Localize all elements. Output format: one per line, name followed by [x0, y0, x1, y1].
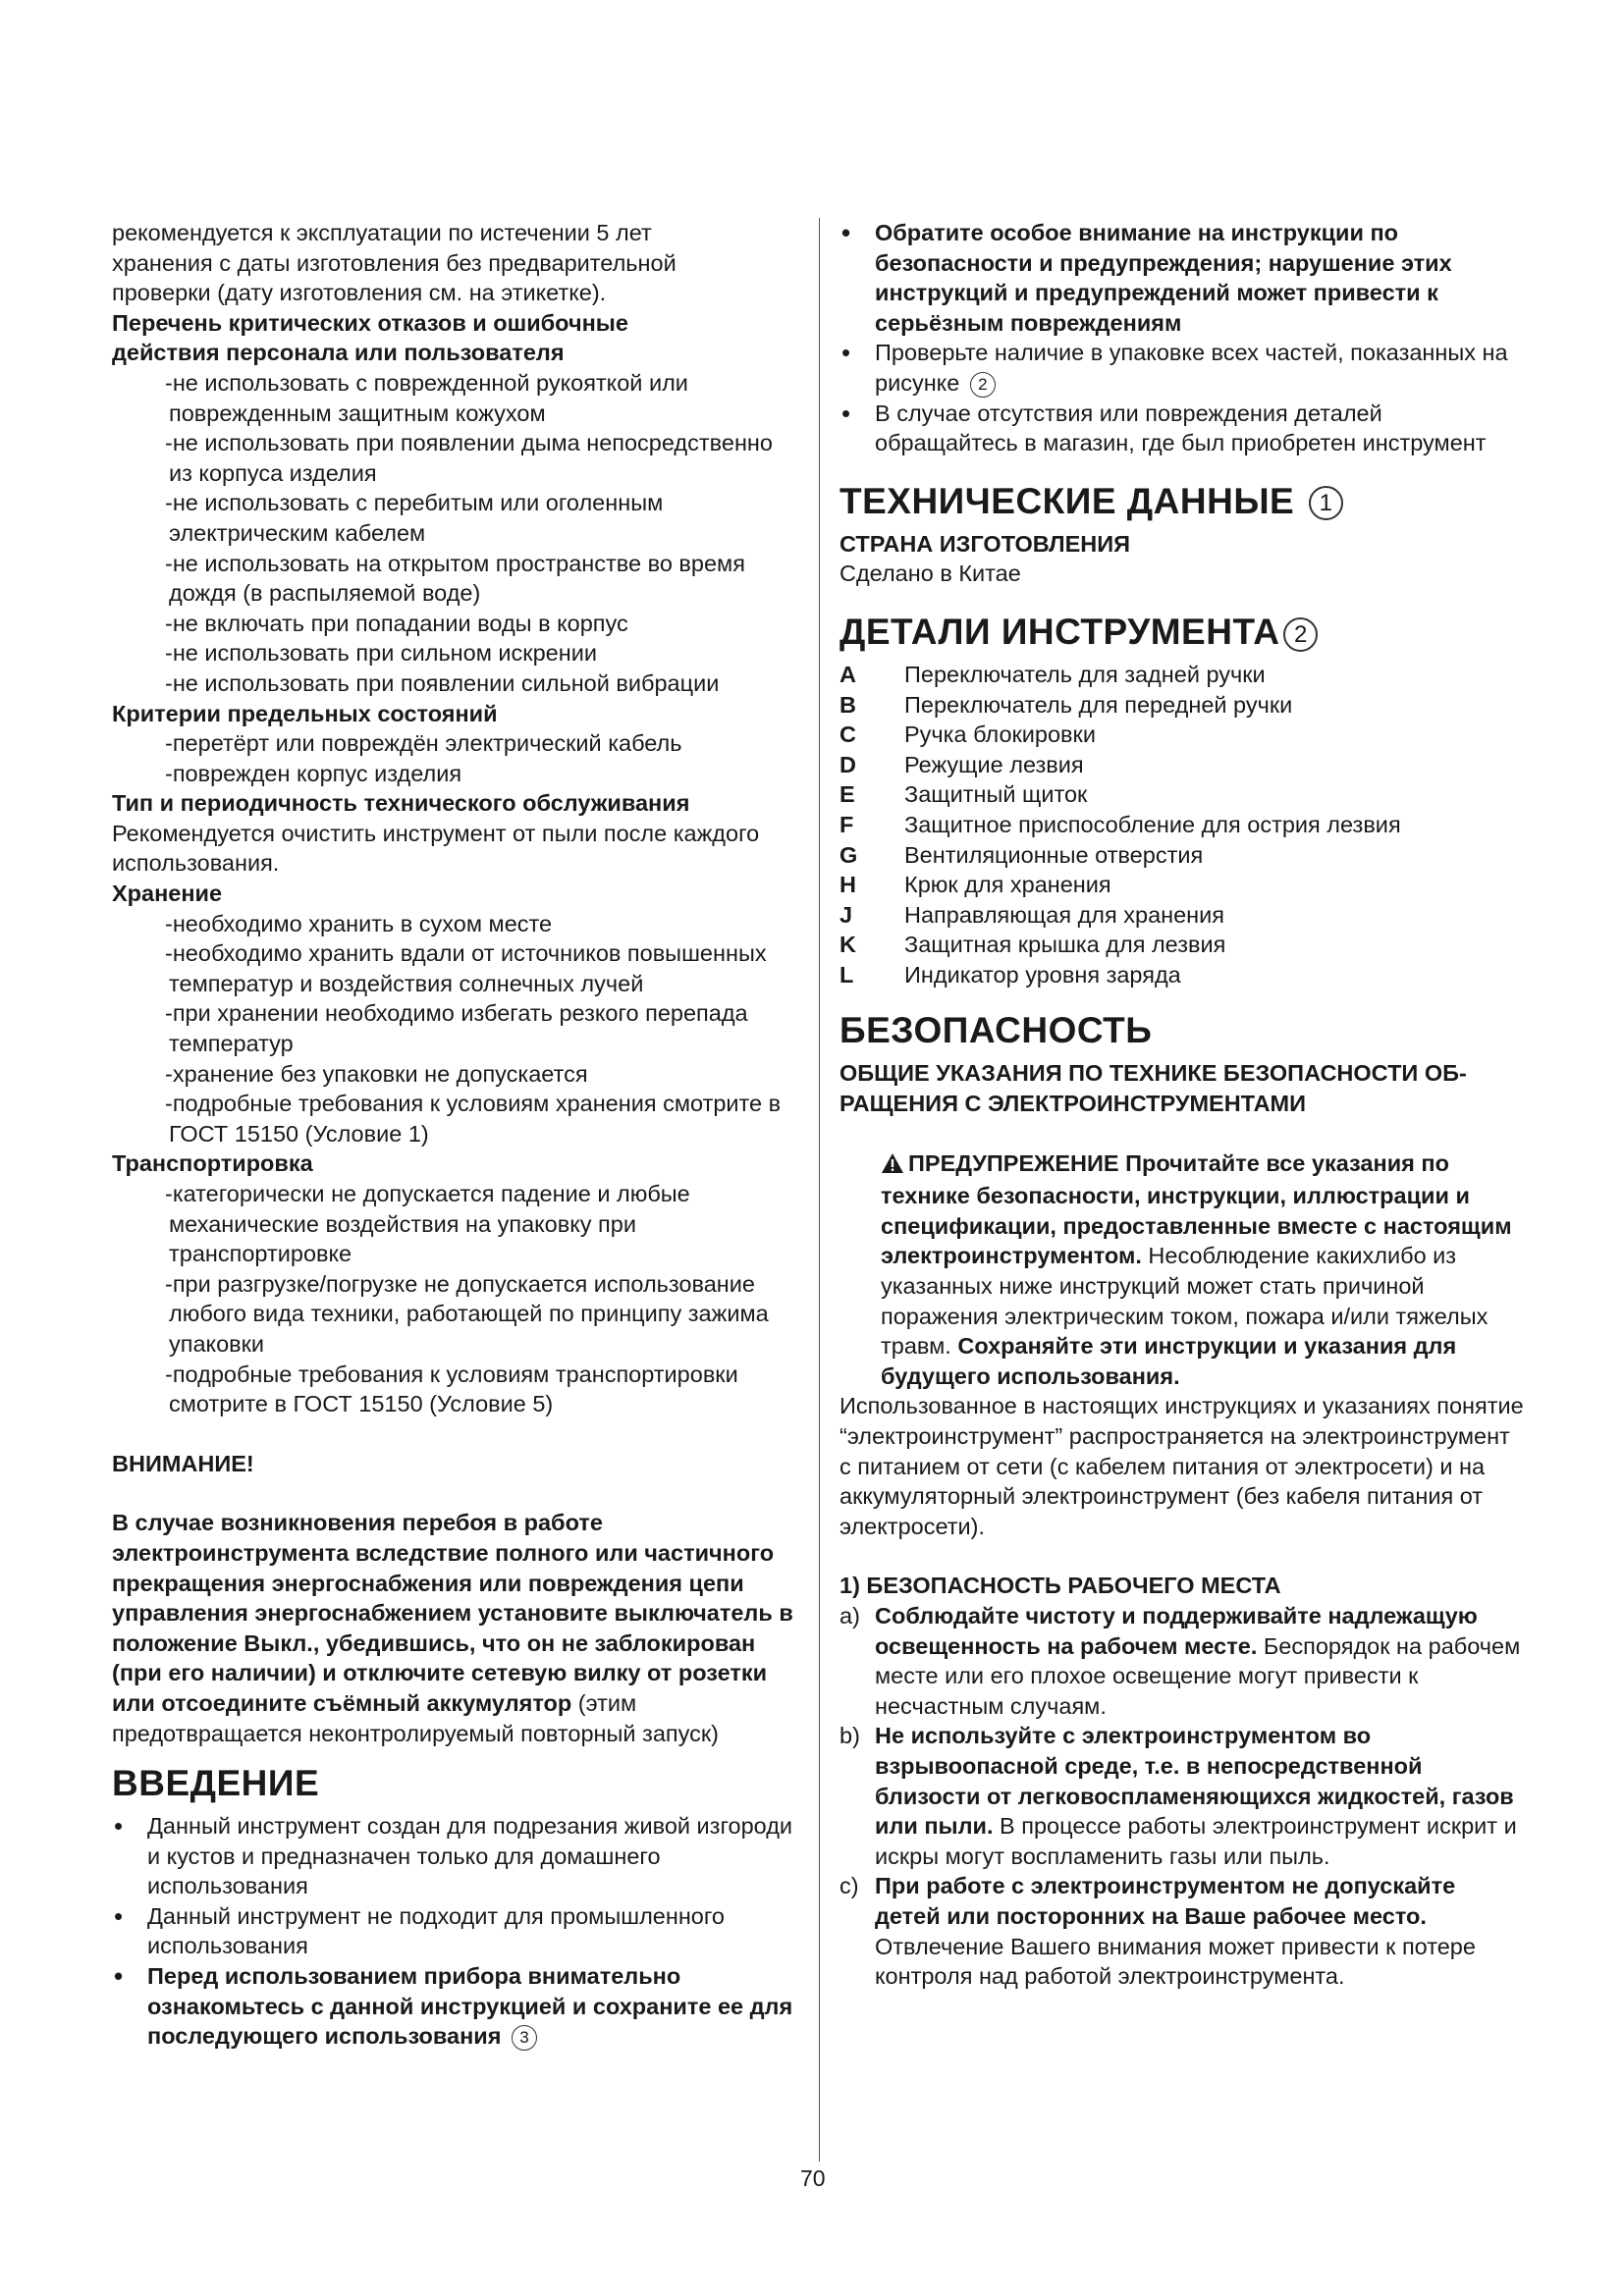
maintenance-text: Рекомендуется очистить инструмент от пыли после каждого использования.: [112, 820, 760, 877]
item-letter: c): [839, 1873, 859, 1899]
check-bullet: [839, 338, 1527, 398]
page-number: 70: [800, 2165, 826, 2191]
tech-data-title-text: ТЕХНИЧЕСКИЕ ДАННЫЕ: [839, 480, 1295, 521]
part-text: Индикатор уровня заряда: [904, 961, 1181, 988]
part-text: Вентиляционные отверстия: [904, 841, 1204, 868]
part-text: Направляющая для хранения: [904, 901, 1225, 928]
failure-item: -не включать при попадании воды в корпус: [165, 610, 628, 636]
workplace-item: [839, 1721, 1527, 1871]
part-row: [839, 779, 1527, 810]
left-column: [112, 218, 799, 2052]
figure-ref-2: 2: [970, 372, 996, 398]
intro-line: проверки (дату изготовления см. на этикетке).: [112, 280, 607, 306]
figure-ref-3: 3: [512, 2025, 537, 2051]
part-row: [839, 660, 1527, 690]
country-value: Сделано в Китае: [839, 561, 1021, 587]
storage-item: -при хранении необходимо избегать резкого перепада температур: [165, 1000, 748, 1057]
warning-definition: Использованное в настоящих инструкциях и указаниях понятие “электроинструмент” распространяется на электроинструмент с питанием от сети (с кабелем питания от электросети) и на аккумуляторный электроинструмент (без кабеля питания от электросети).: [839, 1393, 1524, 1539]
right-column: [839, 218, 1527, 1992]
missing-bullet: [839, 399, 1527, 458]
limit-item: -поврежден корпус изделия: [165, 760, 462, 786]
figure-ref-2: 2: [1283, 617, 1318, 652]
failures-heading: действия персонала или пользователя: [112, 340, 565, 366]
warning-normal: Несоблюдение какихлибо из указанных ниже инструкций может стать причиной поражения электрическим током, пожара и/или тяжелых травм.: [881, 1243, 1489, 1360]
item-normal: В процессе работы электроинструмент искрит и искры могут воспламенить газы или пыль.: [875, 1813, 1517, 1869]
item-normal: Отвлечение Вашего внимания может привести к потере контроля над работой электроинструмента.: [875, 1933, 1476, 1990]
storage-item: -необходимо хранить вдали от источников повышенных температур и воздействия солнечных лучей: [165, 940, 767, 996]
part-letter: H: [839, 872, 856, 898]
failure-item: -не использовать с поврежденной рукояткой или поврежденным защитным кожухом: [165, 369, 688, 426]
transport-item: -при разгрузке/погрузке не допускается использование любого вида техники, работающей по принципу зажима упаковки: [165, 1270, 769, 1357]
intro-bullet-text: Данный инструмент не подходит для промышленного использования: [147, 1902, 726, 1959]
part-letter: A: [839, 661, 856, 687]
intro-bullet: [112, 1901, 799, 1961]
part-text: Ручка блокировки: [904, 721, 1096, 748]
bullet-text: Проверьте наличие в упаковке всех частей, показанных на рисунке: [875, 340, 1508, 396]
failure-item: -не использовать с перебитым или оголенным электрическим кабелем: [165, 490, 664, 546]
figure-ref-1: 1: [1309, 486, 1343, 520]
part-letter: B: [839, 691, 856, 718]
limit-item: -перетёрт или повреждён электрический кабель: [165, 730, 682, 757]
warning-bold: Сохраняйте эти инструкции и указания для будущего использования.: [881, 1333, 1457, 1389]
failure-item: -не использовать при появлении дыма непосредственно из корпуса изделия: [165, 430, 773, 486]
intro-bullet-text: Данный инструмент создан для подрезания живой изгороди и кустов и предназначен только для домашнего использования: [147, 1813, 793, 1899]
safety-title: БЕЗОПАСНОСТЬ: [839, 1010, 1153, 1051]
bullet-text: Обратите особое внимание на инструкции по безопасности и предупреждения; нарушение этих инструкций и предупреждений может привести к серьёзным повреждениям: [875, 220, 1452, 336]
item-letter: a): [839, 1602, 860, 1629]
part-text: Защитная крышка для лезвия: [904, 932, 1226, 958]
part-text: Защитное приспособление для острия лезвия: [904, 811, 1401, 837]
column-divider: [819, 218, 820, 2162]
part-letter: K: [839, 932, 856, 958]
warning-bold: ПРЕДУПРЕЖЕНИЕ Прочитайте все указания по технике безопасности, инструкции, иллюстрации и спецификации, предоставленные вместе с настоящим электроинструментом.: [881, 1149, 1512, 1269]
intro-line: рекомендуется к эксплуатации по истечении 5 лет: [112, 220, 652, 245]
part-row: [839, 870, 1527, 900]
part-letter: L: [839, 961, 854, 988]
part-text: Переключатель для передней ручки: [904, 691, 1293, 718]
intro-line: хранения с даты изготовления без предварительной: [112, 249, 677, 276]
part-letter: G: [839, 841, 858, 868]
transport-heading: Транспортировка: [112, 1150, 313, 1177]
item-bold: При работе с электроинструментом не допускайте детей или посторонних на Ваше рабочее место.: [875, 1873, 1456, 1929]
item-letter: b): [839, 1723, 860, 1749]
parts-title: [839, 611, 1527, 654]
limits-heading: Критерии предельных состояний: [112, 700, 498, 726]
workplace-item: [839, 1601, 1527, 1721]
attention-normal: (этим предотвращается неконтролируемый повторный запуск): [112, 1689, 719, 1746]
intro-bullet-bold: [112, 1961, 799, 2052]
tech-data-title: [839, 480, 1527, 523]
item-bold: Соблюдайте чистоту и поддерживайте надлежащую освещенность на рабочем месте.: [875, 1602, 1478, 1659]
part-letter: D: [839, 751, 856, 777]
part-letter: J: [839, 901, 853, 928]
warning-paragraph: [839, 1148, 1527, 1392]
part-row: [839, 930, 1527, 960]
country-heading: СТРАНА ИЗГОТОВЛЕНИЯ: [839, 530, 1131, 557]
warning-triangle-icon: [881, 1151, 904, 1182]
workplace-heading: 1) БЕЗОПАСНОСТЬ РАБОЧЕГО МЕСТА: [839, 1573, 1281, 1599]
part-text: Режущие лезвия: [904, 751, 1084, 777]
part-text: Переключатель для задней ручки: [904, 661, 1266, 687]
part-row: [839, 690, 1527, 721]
workplace-item: [839, 1871, 1527, 1991]
bullet-text: В случае отсутствия или повреждения деталей обращайтесь в магазин, где был приобретен инструмент: [875, 400, 1487, 456]
failure-item: -не использовать при появлении сильной вибрации: [165, 669, 720, 696]
introduction-title: ВВЕДЕНИЕ: [112, 1763, 320, 1804]
intro-bullet: [112, 1811, 799, 1901]
maintenance-heading: Тип и периодичность технического обслуживания: [112, 790, 690, 817]
transport-item: -категорически не допускается падение и любые механические воздействия на упаковку при транспортировке: [165, 1181, 690, 1267]
storage-item: -хранение без упаковки не допускается: [165, 1060, 588, 1087]
transport-item: -подробные требования к условиям транспортировки смотрите в ГОСТ 15150 (Условие 5): [165, 1361, 738, 1417]
part-text: Защитный щиток: [904, 781, 1088, 808]
storage-item: -подробные требования к условиям хранения смотрите в ГОСТ 15150 (Условие 1): [165, 1091, 782, 1147]
attention-bold: В случае возникновения перебоя в работе электроинструмента вследствие полного или частичного прекращения энергоснабжения или повреждения цепи управления энергоснабжением установите выключатель в положение Выкл., убедившись, что он не заблокирован (при его наличии) и отключите сетевую вилку от розетки или отсоедините съёмный аккумулятор: [112, 1510, 793, 1716]
part-row: [839, 750, 1527, 780]
item-bold: Не используйте с электроинструментом во взрывоопасной среде, т.е. в непосредственной близости от легковоспламеняющихся жидкостей, газов или пыли.: [875, 1723, 1514, 1840]
part-row: [839, 720, 1527, 750]
storage-item: -необходимо хранить в сухом месте: [165, 910, 553, 936]
part-row: [839, 960, 1527, 990]
intro-bullet-text: Перед использованием прибора внимательно ознакомьтесь с данной инструкцией и сохраните ее для последующего использования: [147, 1963, 793, 2050]
part-row: [839, 900, 1527, 931]
parts-list: [839, 660, 1527, 990]
part-letter: F: [839, 811, 854, 837]
failure-item: -не использовать на открытом пространстве во время дождя (в распыляемой воде): [165, 550, 745, 607]
part-letter: E: [839, 781, 855, 808]
storage-heading: Хранение: [112, 881, 223, 907]
parts-title-text: ДЕТАЛИ ИНСТРУМЕНТА: [839, 611, 1280, 652]
attention-paragraph: [112, 1508, 799, 1748]
failure-item: -не использовать при сильном искрении: [165, 640, 597, 667]
attention-heading: ВНИМАНИЕ!: [112, 1450, 254, 1476]
safety-subtitle: ОБЩИЕ УКАЗАНИЯ ПО ТЕХНИКЕ БЕЗОПАСНОСТИ ОБ- РАЩЕНИЯ С ЭЛЕКТРОИНСТРУМЕНТАМИ: [839, 1060, 1467, 1117]
part-row: [839, 810, 1527, 840]
item-normal: Беспорядок на рабочем месте или его плохое освещение могут привести к несчастным случаям.: [875, 1632, 1521, 1719]
part-text: Крюк для хранения: [904, 872, 1111, 898]
part-letter: C: [839, 721, 856, 748]
failures-heading: Перечень критических отказов и ошибочные: [112, 309, 628, 336]
part-row: [839, 840, 1527, 871]
attention-bullet: [839, 218, 1527, 338]
